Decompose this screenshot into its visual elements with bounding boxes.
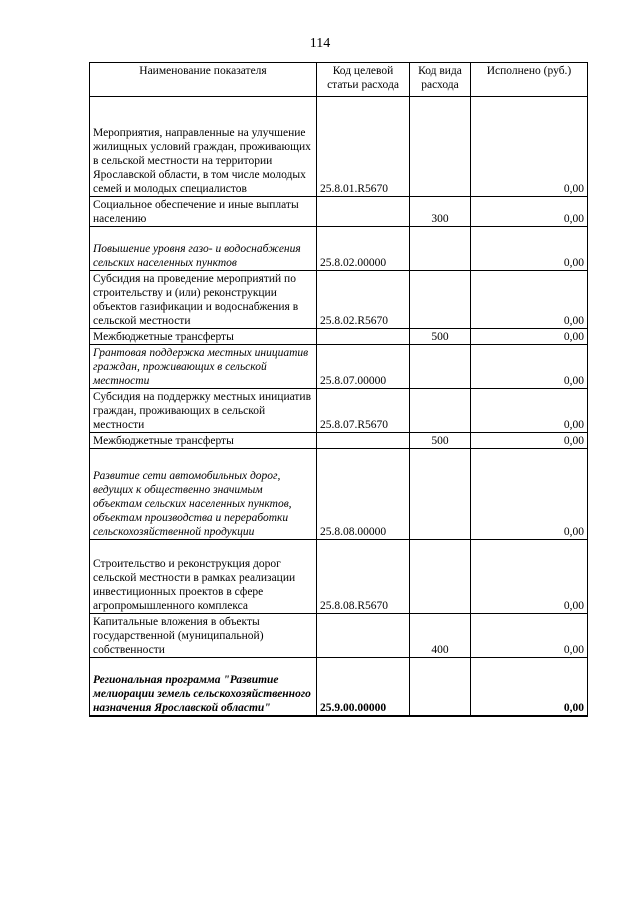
cell-name: Субсидия на поддержку местных инициатив граждан, проживающих в сельской местности xyxy=(90,389,317,433)
cell-kind: 500 xyxy=(410,329,471,345)
table-row xyxy=(90,197,588,227)
cell-amount: 0,00 xyxy=(471,197,588,227)
cell-code xyxy=(317,614,410,658)
table-header-row xyxy=(90,63,588,97)
cell-kind: 500 xyxy=(410,433,471,449)
cell-amount: 0,00 xyxy=(471,614,588,658)
cell-kind xyxy=(410,227,471,271)
cell-amount: 0,00 xyxy=(471,345,588,389)
cell-code: 25.9.00.00000 xyxy=(317,658,410,716)
table-row xyxy=(90,389,588,433)
cell-amount: 0,00 xyxy=(471,433,588,449)
table-row xyxy=(90,433,588,449)
page-number: 114 xyxy=(309,36,331,51)
expenditure-table xyxy=(89,62,588,717)
cell-amount: 0,00 xyxy=(471,449,588,540)
table-row xyxy=(90,345,588,389)
cell-kind xyxy=(410,389,471,433)
header-name: Наименование показателя xyxy=(90,63,317,97)
cell-kind xyxy=(410,658,471,716)
cell-amount: 0,00 xyxy=(471,389,588,433)
cell-kind xyxy=(410,449,471,540)
table-row xyxy=(90,271,588,329)
cell-amount: 0,00 xyxy=(471,271,588,329)
table-row xyxy=(90,329,588,345)
cell-name: Грантовая поддержка местных инициатив граждан, проживающих в сельской местности xyxy=(90,345,317,389)
cell-code: 25.8.08.R5670 xyxy=(317,540,410,614)
cell-name: Развитие сети автомобильных дорог, ведущих к общественно значимым объектам сельских населенных пунктов, объектам производства и переработки сельскохозяйственной продукции xyxy=(90,449,317,540)
cell-code: 25.8.01.R5670 xyxy=(317,97,410,197)
cell-kind xyxy=(410,271,471,329)
cell-amount: 0,00 xyxy=(471,97,588,197)
cell-name: Межбюджетные трансферты xyxy=(90,433,317,449)
cell-kind xyxy=(410,540,471,614)
header-kind: Код вида расхода xyxy=(410,63,471,97)
table-row xyxy=(90,658,588,716)
cell-code xyxy=(317,433,410,449)
cell-amount: 0,00 xyxy=(471,329,588,345)
cell-amount: 0,00 xyxy=(471,227,588,271)
table-row xyxy=(90,540,588,614)
cell-code: 25.8.02.R5670 xyxy=(317,271,410,329)
table-row xyxy=(90,227,588,271)
cell-name: Повышение уровня газо- и водоснабжения сельских населенных пунктов xyxy=(90,227,317,271)
cell-kind: 300 xyxy=(410,197,471,227)
cell-amount: 0,00 xyxy=(471,658,588,716)
cell-name: Региональная программа "Развитие мелиорации земель сельскохозяйственного назначения Ярославской области" xyxy=(90,658,317,716)
cell-amount: 0,00 xyxy=(471,540,588,614)
cell-name: Мероприятия, направленные на улучшение жилищных условий граждан, проживающих в сельской местности на территории Ярославской области, в том числе молодых семей и молодых специалистов xyxy=(90,97,317,197)
header-code: Код целевой статьи расхода xyxy=(317,63,410,97)
cell-name: Социальное обеспечение и иные выплаты населению xyxy=(90,197,317,227)
cell-kind xyxy=(410,97,471,197)
cell-code: 25.8.07.00000 xyxy=(317,345,410,389)
cell-name: Субсидия на проведение мероприятий по строительству и (или) реконструкции объектов газификации и водоснабжения в сельской местности xyxy=(90,271,317,329)
header-amount: Исполнено (руб.) xyxy=(471,63,588,97)
cell-name: Капитальные вложения в объекты государственной (муниципальной) собственности xyxy=(90,614,317,658)
cell-code: 25.8.02.00000 xyxy=(317,227,410,271)
table-row xyxy=(90,614,588,658)
table-body xyxy=(90,97,588,716)
cell-kind xyxy=(410,345,471,389)
cell-code xyxy=(317,197,410,227)
cell-code xyxy=(317,329,410,345)
cell-name: Строительство и реконструкция дорог сельской местности в рамках реализации инвестиционных проектов в сфере агропромышленного комплекса xyxy=(90,540,317,614)
table-row xyxy=(90,97,588,197)
cell-kind: 400 xyxy=(410,614,471,658)
cell-code: 25.8.07.R5670 xyxy=(317,389,410,433)
cell-code: 25.8.08.00000 xyxy=(317,449,410,540)
table-row xyxy=(90,449,588,540)
cell-name: Межбюджетные трансферты xyxy=(90,329,317,345)
